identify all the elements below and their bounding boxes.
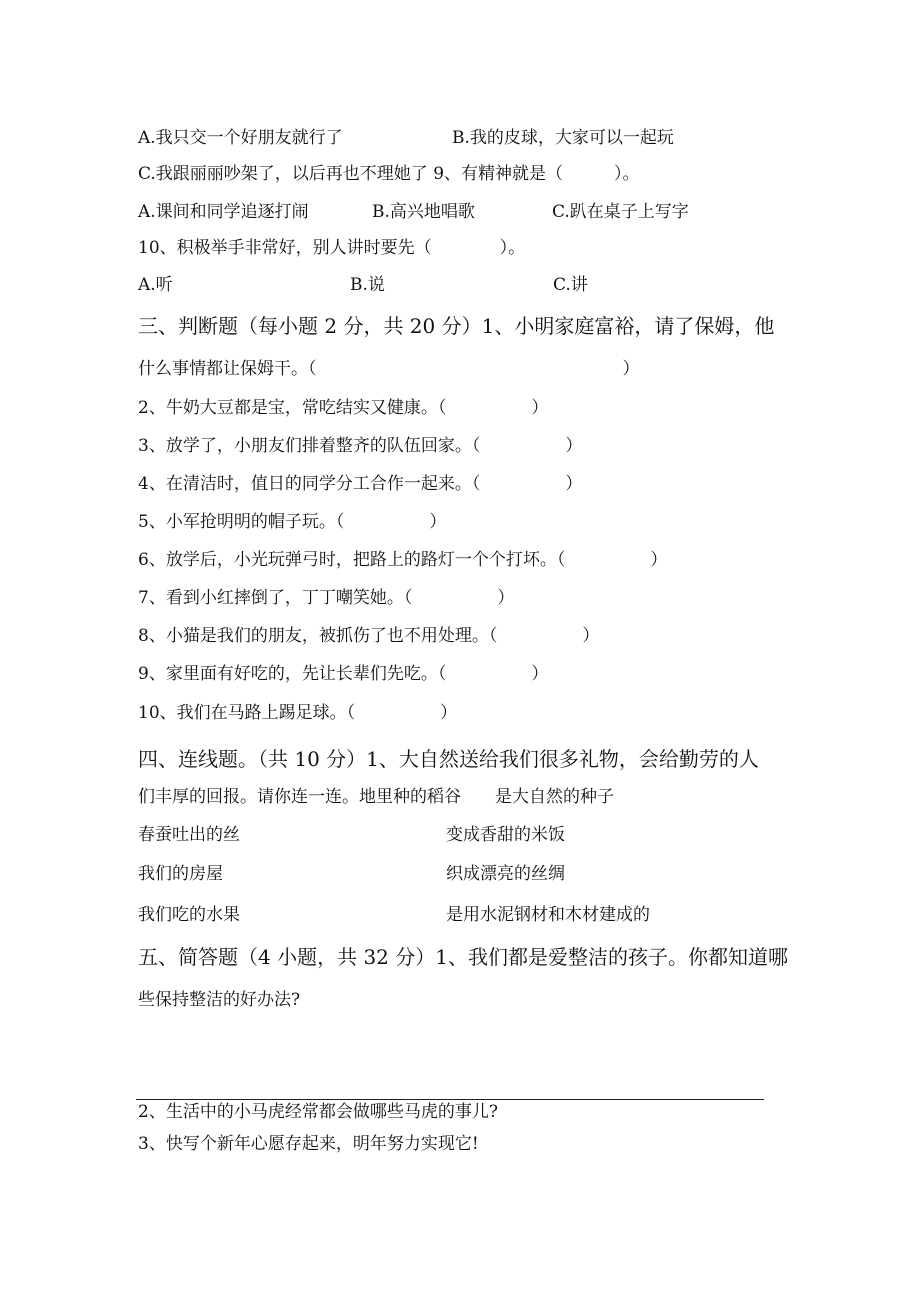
section3-header: 三、判断题（每小题 2 分，共 20 分）1、小明家庭富裕，请了保姆，他 xyxy=(138,314,775,338)
q8-option-b: B.我的皮球，大家可以一起玩 xyxy=(452,128,674,148)
match-right-item: 是用水泥钢材和木材建成的 xyxy=(446,905,650,925)
judge-item: 4、在清洁时，值日的同学分工合作一起来。（ ） xyxy=(138,474,583,494)
section5-q3: 3、快写个新年心愿存起来，明年努力实现它! xyxy=(138,1134,479,1154)
q8-option-c-q9-stem: C.我跟丽丽吵架了，以后再也不理她了 9、有精神就是（ ）。 xyxy=(138,164,640,184)
q8-option-a: A.我只交一个好朋友就行了 xyxy=(138,128,343,148)
judge-item: 10、我们在马路上踢足球。（ ） xyxy=(138,703,458,723)
section3-q1-cont: 什么事情都让保姆干。（ ） xyxy=(138,359,640,379)
section4-header-cont: 们丰厚的回报。请你连一连。地里种的稻谷 是大自然的种子 xyxy=(138,787,614,807)
match-right-item: 变成香甜的米饭 xyxy=(446,825,565,845)
match-left-item: 春蚕吐出的丝 xyxy=(138,825,240,845)
section4-header: 四、连线题。（共 10 分）1、大自然送给我们很多礼物，会给勤劳的人 xyxy=(138,747,759,771)
section5-header: 五、简答题（4 小题，共 32 分）1、我们都是爱整洁的孩子。你都知道哪 xyxy=(138,945,788,969)
judge-item: 2、牛奶大豆都是宝，常吃结实又健康。（ ） xyxy=(138,398,549,418)
q10-option-a: A.听 xyxy=(138,275,173,295)
match-right-item: 织成漂亮的丝绸 xyxy=(446,864,565,884)
q9-option-b: B.高兴地唱歌 xyxy=(372,202,475,222)
judge-item: 8、小猫是我们的朋友，被抓伤了也不用处理。（ ） xyxy=(138,626,600,646)
section5-q2: 2、生活中的小马虎经常都会做哪些马虎的事儿? xyxy=(138,1102,498,1122)
q10-stem: 10、积极举手非常好，别人讲时要先（ ）。 xyxy=(138,238,526,258)
q9-option-c: C.趴在桌子上写字 xyxy=(552,202,689,222)
judge-item: 9、家里面有好吃的，先让长辈们先吃。（ ） xyxy=(138,664,549,684)
match-left-item: 我们吃的水果 xyxy=(138,905,240,925)
judge-item: 7、看到小红摔倒了，丁丁嘲笑她。（ ） xyxy=(138,588,515,608)
section5-header-cont: 些保持整洁的好办法? xyxy=(138,990,301,1010)
judge-item: 6、放学后，小光玩弹弓时，把路上的路灯一个个打坏。（ ） xyxy=(138,550,668,570)
q10-option-b: B.说 xyxy=(350,275,385,295)
judge-item: 5、小军抢明明的帽子玩。（ ） xyxy=(138,512,447,532)
judge-item: 3、放学了，小朋友们排着整齐的队伍回家。（ ） xyxy=(138,436,583,456)
q9-option-a: A.课间和同学追逐打闹 xyxy=(138,202,309,222)
match-left-item: 我们的房屋 xyxy=(138,864,223,884)
q10-option-c: C.讲 xyxy=(553,275,588,295)
